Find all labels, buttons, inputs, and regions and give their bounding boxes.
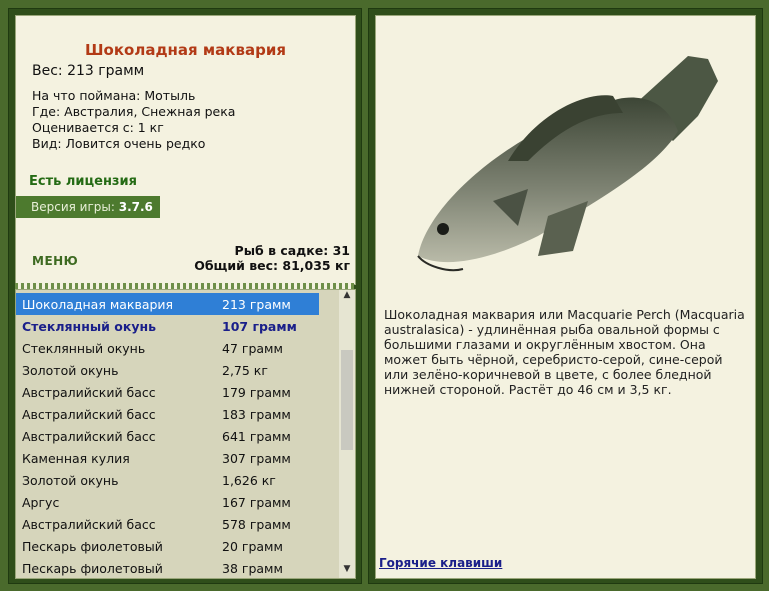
list-item-weight: 47 грамм (222, 341, 283, 356)
list-item[interactable] (16, 513, 338, 535)
list-item[interactable] (16, 535, 338, 557)
list-item[interactable] (16, 557, 338, 579)
fish-weight: Вес: 213 грамм (32, 63, 145, 79)
list-item[interactable] (16, 403, 338, 425)
list-item-name: Австралийский басс (22, 429, 156, 444)
fish-image (398, 51, 738, 291)
caught-with: На что поймана: Мотыль (32, 88, 196, 103)
hotkeys-link[interactable]: Горячие клавиши (379, 556, 503, 570)
list-item-name: Австралийский басс (22, 517, 156, 532)
list-item-weight: 578 грамм (222, 517, 291, 532)
rarity: Вид: Ловится очень редко (32, 136, 206, 151)
list-item[interactable] (16, 337, 338, 359)
list-item[interactable] (16, 293, 319, 315)
fish-title: Шоколадная маквария (85, 41, 286, 59)
scroll-up-icon[interactable]: ▲ (343, 290, 351, 300)
scroll-thumb[interactable] (341, 350, 353, 450)
list-item-weight: 179 грамм (222, 385, 291, 400)
list-item-name: Золотой окунь (22, 363, 119, 378)
list-item-weight: 183 грамм (222, 407, 291, 422)
scroll-down-icon[interactable]: ▼ (343, 564, 351, 574)
list-item-name: Стеклянный окунь (22, 319, 157, 334)
fish-detail-panel (375, 15, 756, 579)
catch-list[interactable] (16, 293, 338, 579)
version-value: 3.7.6 (118, 200, 153, 214)
catch-list-panel (15, 289, 356, 579)
license-status: Есть лицензия (29, 174, 137, 189)
list-item-name: Каменная кулия (22, 451, 130, 466)
list-item-name: Аргус (22, 495, 60, 510)
list-item[interactable] (16, 491, 338, 513)
list-item[interactable] (16, 359, 338, 381)
list-item[interactable] (16, 469, 338, 491)
total-weight: Общий вес: 81,035 кг (194, 258, 350, 273)
list-item-weight: 107 грамм (222, 319, 297, 334)
list-item-weight: 20 грамм (222, 539, 283, 554)
value: Оценивается с: 1 кг (32, 120, 164, 135)
list-item-name: Шоколадная маквария (22, 297, 174, 312)
list-item-weight: 213 грамм (222, 297, 291, 312)
list-item-weight: 2,75 кг (222, 363, 268, 378)
list-item-name: Пескарь фиолетовый (22, 561, 163, 576)
fish-description: Шоколадная маквария или Macquarie Perch (Macquaria australasica) - удлинённая рыба овальной формы с большими глазами и округлённым хвостом. Она может быть чёрной, серебристо-серой, сине-серой или зелёно-коричневой в цвете, с более бледной нижней стороной. Растёт до 46 см и 3,5 кг. (384, 307, 745, 397)
list-item-weight: 1,626 кг (222, 473, 276, 488)
menu-button[interactable]: МЕНЮ (32, 254, 79, 268)
list-item[interactable] (16, 447, 338, 469)
list-item-weight: 167 грамм (222, 495, 291, 510)
version-label: Версия игры: (31, 200, 115, 214)
list-item-weight: 641 грамм (222, 429, 291, 444)
scrollbar[interactable] (339, 290, 355, 578)
fish-info-panel (15, 15, 356, 285)
list-item[interactable] (16, 381, 338, 403)
list-item-name: Золотой окунь (22, 473, 119, 488)
list-item-name: Пескарь фиолетовый (22, 539, 163, 554)
location: Где: Австралия, Снежная река (32, 104, 236, 119)
version-badge (16, 196, 160, 218)
keepnet-stats (194, 243, 350, 273)
list-item-name: Австралийский басс (22, 385, 156, 400)
fish-count: Рыб в садке: 31 (234, 243, 350, 258)
list-item-weight: 38 грамм (222, 561, 283, 576)
list-item-name: Австралийский басс (22, 407, 156, 422)
list-item[interactable] (16, 315, 338, 337)
list-item[interactable] (16, 425, 338, 447)
list-item-weight: 307 грамм (222, 451, 291, 466)
list-item-name: Стеклянный окунь (22, 341, 146, 356)
